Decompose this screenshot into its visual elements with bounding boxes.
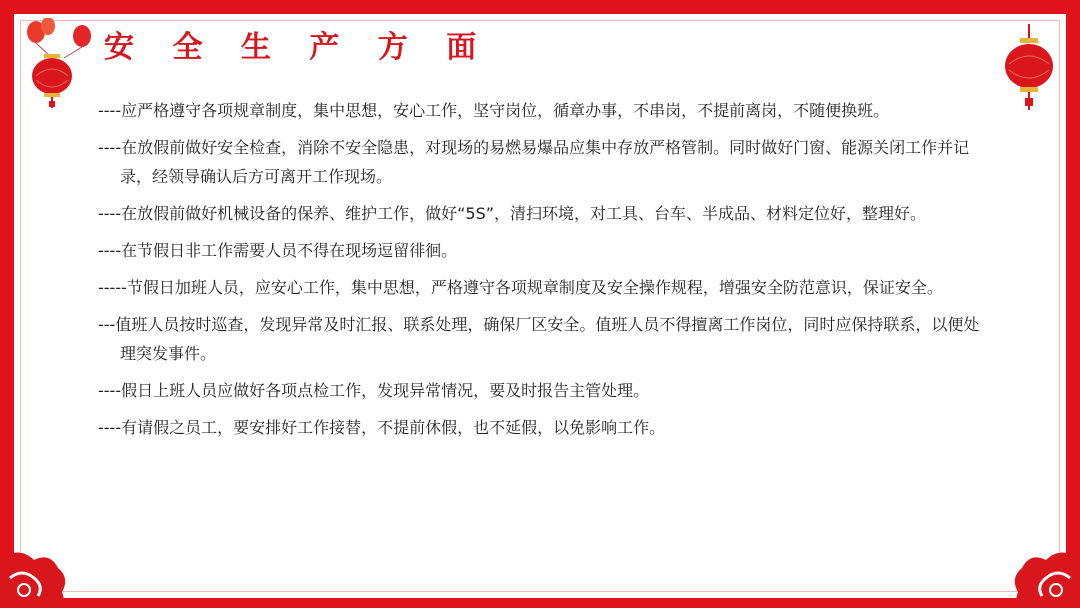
paragraph-8: ----有请假之员工，要安排好工作接替，不提前休假，也不延假，以免影响工作。: [98, 418, 666, 437]
page-title: 安 全 生 产 方 面: [104, 30, 491, 65]
lantern-icon: [1002, 24, 1056, 112]
corner-cloud-ornament-left-icon: [0, 538, 70, 608]
paragraph-3: ----在放假前做好机械设备的保养、维护工作，做好“5S”，清扫环境，对工具、台车、半成品、材料定位好，整理好。: [98, 204, 927, 223]
paragraph-1: ----应严格遵守各项规章制度，集中思想，安心工作，坚守岗位，循章办事，不串岗，不提前离岗，不随便换班。: [98, 101, 890, 120]
paragraph-4: ----在节假日非工作需要人员不得在现场逗留徘徊。: [98, 241, 458, 260]
paragraph-2: ----在放假前做好安全检查，消除不安全隐患，对现场的易燃易爆品应集中存放严格管制。同时做好门窗、能源关闭工作并记录，经领导确认后方可离开工作现场。: [98, 138, 970, 186]
lantern-balloons-icon: [22, 18, 102, 110]
paragraph-5: -----节假日加班人员，应安心工作，集中思想，严格遵守各项规章制度及安全操作规程，增强安全防范意识，保证安全。: [98, 278, 943, 297]
paragraph-7: ----假日上班人员应做好各项点检工作，发现异常情况，要及时报告主管处理。: [98, 381, 650, 400]
paragraph-6: ---值班人员按时巡查，发现异常及时汇报、联系处理，确保厂区安全。值班人员不得擅离工作岗位，同时应保持联系，以便处理突发事件。: [98, 315, 980, 363]
content-list: [98, 96, 988, 450]
corner-cloud-ornament-right-icon: [1010, 538, 1080, 608]
